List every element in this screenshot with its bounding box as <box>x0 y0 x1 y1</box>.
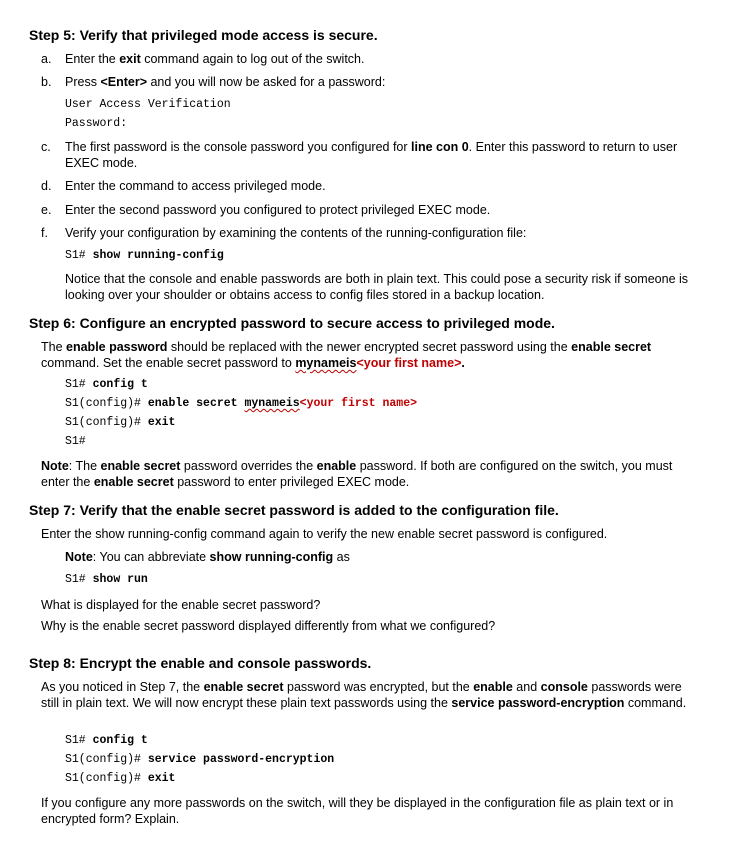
step7-question-2: Why is the enable secret password displayed differently from what we configured? <box>41 619 496 633</box>
item-text: The first password is the console password you configured for line con 0. Enter this password to return to user EXEC mode. <box>65 140 678 170</box>
code-exit: S1(config)# exit <box>65 416 176 429</box>
code-service-password-encryption: S1(config)# service password-encryption <box>65 753 335 766</box>
step8-question: If you configure any more passwords on the switch, will they be displayed in the configuration file as plain text or in encrypted form? Explain. <box>41 796 674 826</box>
step7-paragraph: Enter the show running-config command again to verify the new enable secret password is configured. <box>41 527 608 541</box>
code-show-run: S1# show run <box>65 573 148 586</box>
code-password-prompt: Password: <box>65 117 128 130</box>
step5-notice: Notice that the console and enable passwords are both in plain text. This could pose a security risk if someone is looking over your shoulder or obtains access to config files stored in a backup location. <box>65 272 689 302</box>
item-letter: e. <box>41 203 52 217</box>
code-config-t: S1# config t <box>65 734 148 747</box>
item-letter: c. <box>41 140 51 154</box>
code-exit: S1(config)# exit <box>65 772 176 785</box>
step6-note: Note: The enable secret password overrides the enable password. If both are configured on the switch, you must enter the enable secret password to enter privileged EXEC mode. <box>41 459 673 489</box>
item-text: Enter the command to access privileged mode. <box>65 179 326 193</box>
step6-paragraph: The enable password should be replaced with the newer encrypted secret password using the enable secret command. Set the enable secret password to mynameis<your first name>. <box>41 340 652 370</box>
item-letter: a. <box>41 52 52 66</box>
code-user-access-verification: User Access Verification <box>65 98 231 111</box>
step7-note: Note: You can abbreviate show running-config as <box>65 550 350 564</box>
step6-heading: Step 6: Configure an encrypted password to secure access to privileged mode. <box>29 315 555 331</box>
code-config-t: S1# config t <box>65 378 148 391</box>
step7-question-1: What is displayed for the enable secret password? <box>41 598 321 612</box>
item-text: Verify your configuration by examining the contents of the running-configuration file: <box>65 226 527 240</box>
step7-heading: Step 7: Verify that the enable secret password is added to the configuration file. <box>29 502 559 518</box>
item-letter: f. <box>41 226 48 240</box>
step8-heading: Step 8: Encrypt the enable and console passwords. <box>29 655 372 671</box>
code-prompt: S1# <box>65 435 86 448</box>
item-text: Press <Enter> and you will now be asked for a password: <box>65 75 386 89</box>
item-text: Enter the exit command again to log out of the switch. <box>65 52 365 66</box>
step8-paragraph: As you noticed in Step 7, the enable secret password was encrypted, but the enable and console passwords were still in plain text. We will now encrypt these plain text passwords using the service password-encryption command. <box>41 680 687 710</box>
step5-heading: Step 5: Verify that privileged mode access is secure. <box>29 27 378 43</box>
item-letter: b. <box>41 75 52 89</box>
code-show-running-config: S1# show running-config <box>65 249 224 262</box>
item-letter: d. <box>41 179 52 193</box>
item-text: Enter the second password you configured to protect privileged EXEC mode. <box>65 203 491 217</box>
code-enable-secret: S1(config)# enable secret mynameis<your first name> <box>65 397 417 410</box>
